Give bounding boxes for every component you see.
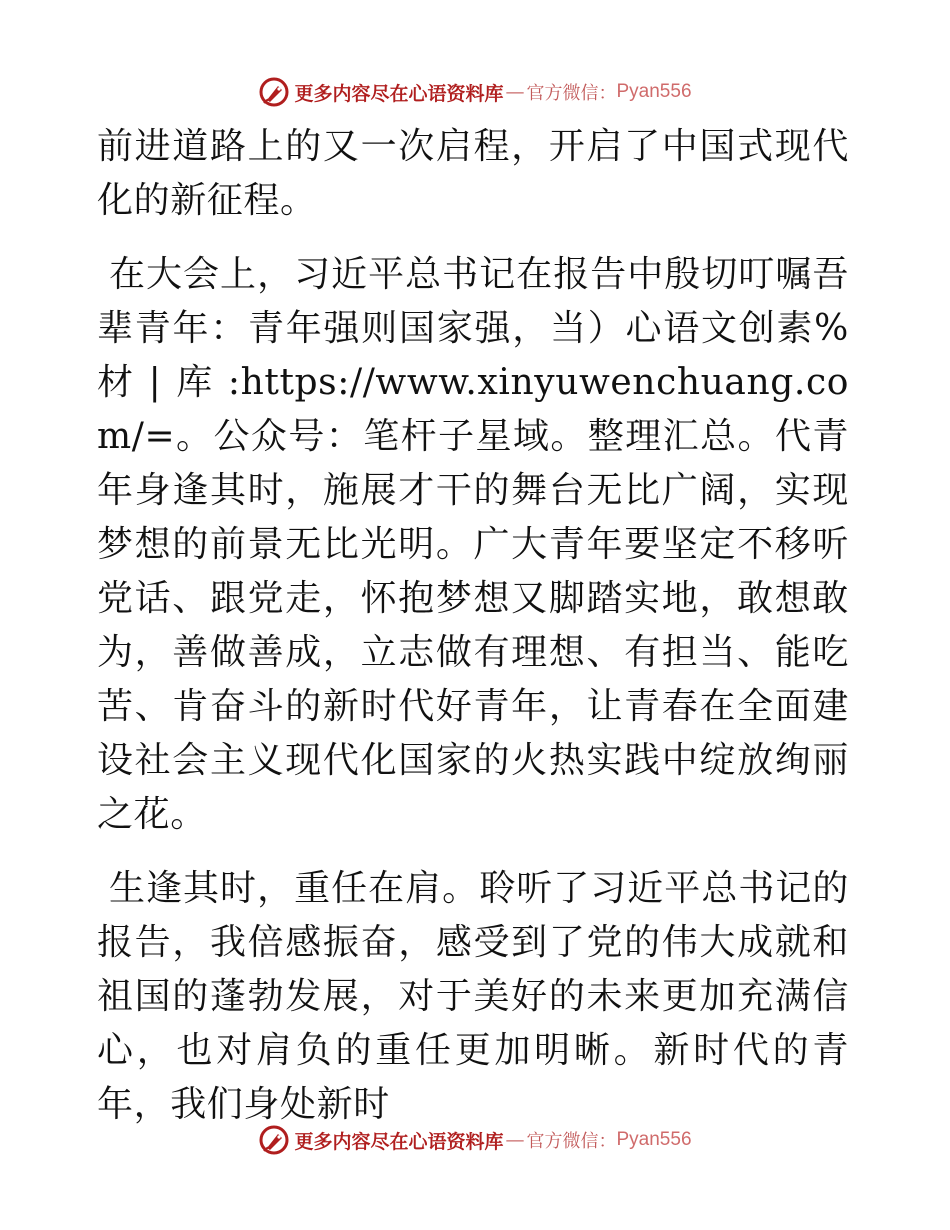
banner-wechat-label: 官方微信： bbox=[526, 83, 617, 104]
banner-wechat-id: Pyan556 bbox=[616, 1129, 692, 1150]
footer-watermark-banner bbox=[0, 1120, 950, 1160]
pen-nib-logo-icon bbox=[258, 1124, 290, 1156]
document-body bbox=[97, 120, 849, 1132]
banner-separator: — bbox=[505, 81, 525, 103]
banner-wechat-id: Pyan556 bbox=[616, 81, 692, 102]
banner-wechat-label: 官方微信： bbox=[526, 1131, 617, 1152]
header-watermark-banner bbox=[0, 72, 950, 112]
banner-title: 更多内容尽在心语资料库 bbox=[294, 82, 504, 105]
paragraph-3: 生逢其时，重任在肩。聆听了习近平总书记的报告，我倍感振奋，感受到了党的伟大成就和祖国的蓬勃发展，对于美好的未来更加充满信心，也对肩负的重任更加明晰。新时代的青年，我们身处新时 bbox=[97, 868, 849, 1125]
paragraph-1: 前进道路上的又一次启程，开启了中国式现代化的新征程。 bbox=[97, 126, 849, 221]
paragraph-2: 在大会上，习近平总书记在报告中殷切叮嘱吾辈青年：青年强则国家强，当）心语文创素%材|库:https://www.xinyuwenchuang.com/=。公众号：笔杆子星域。整理汇总。代青年身逢其时，施展才干的舞台无比广阔，实现梦想的前景无比光明。广大青年要坚定不移听党话、跟党走，怀抱梦想又脚踏实地，敢想敢为，善做善成，立志做有理想、有担当、能吃苦、肯奋斗的新时代好青年，让青春在全面建设社会主义现代化国家的火热实践中绽放绚丽之花。 bbox=[97, 254, 849, 835]
pen-nib-logo-icon bbox=[258, 76, 290, 108]
banner-title: 更多内容尽在心语资料库 bbox=[294, 1130, 504, 1153]
banner-separator: — bbox=[505, 1129, 525, 1151]
